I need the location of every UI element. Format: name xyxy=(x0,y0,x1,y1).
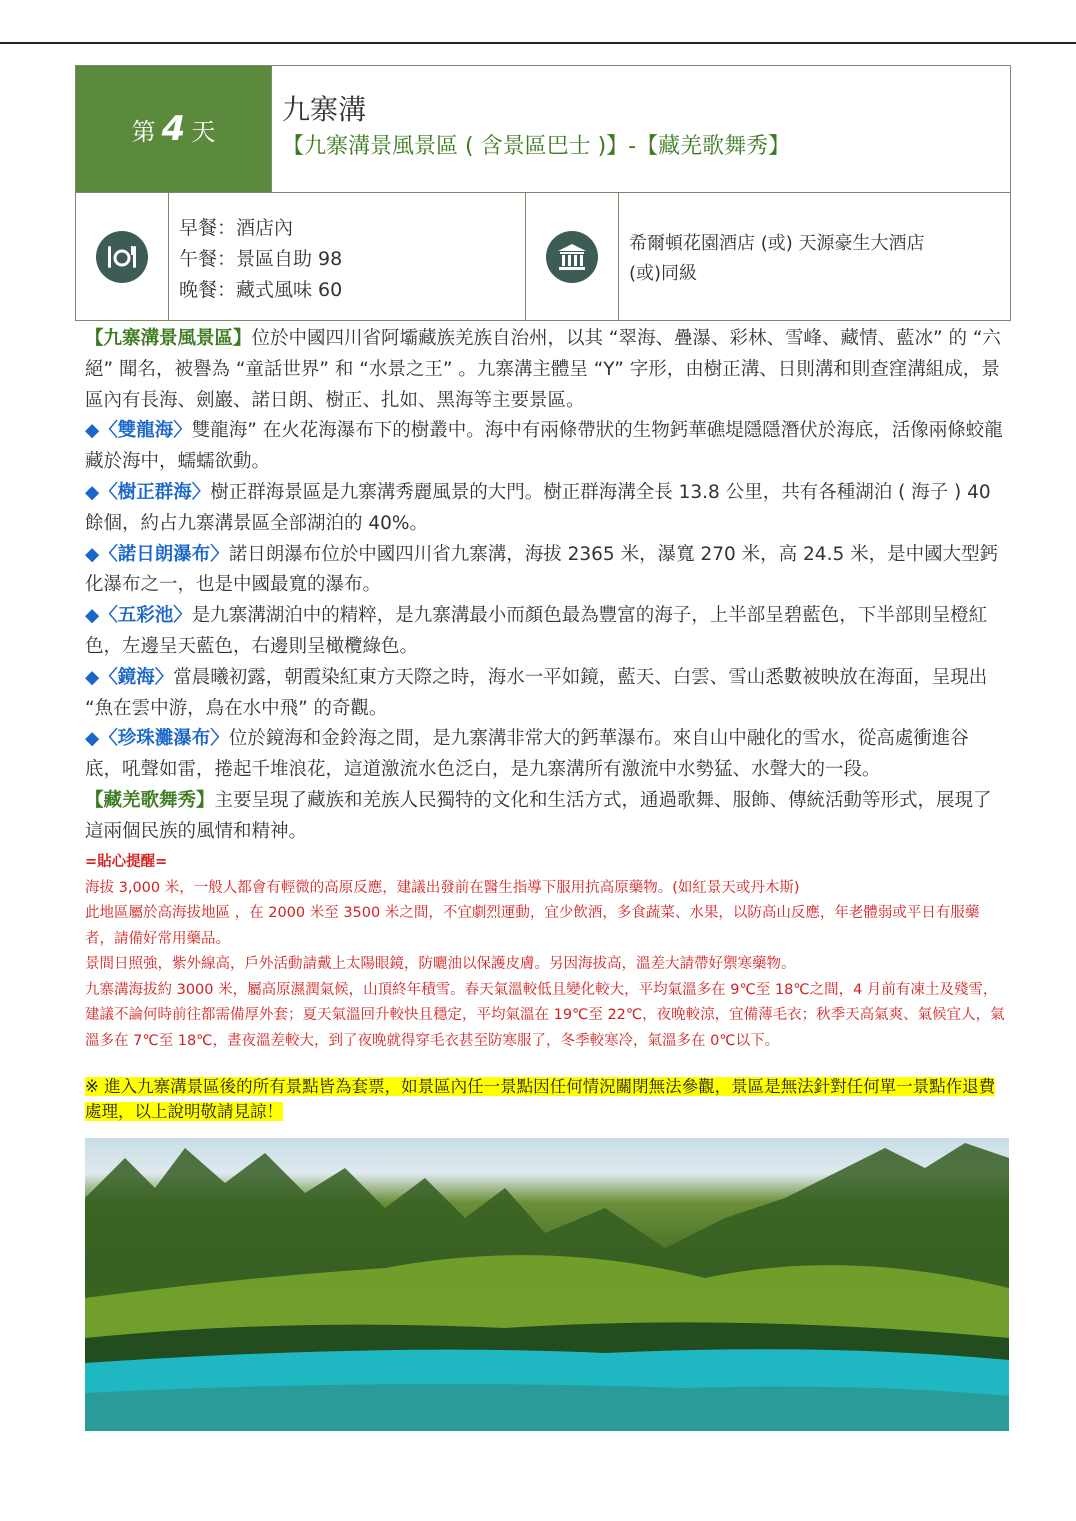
section-text: 位於中國四川省阿壩藏族羌族自治州，以其 “翠海、疊瀑、彩林、雪峰、藏情、藍冰” 的 “六絕” 聞名，被譽為 “童話世界” 和 “水景之王” 。九寨溝主體呈 “Y” 字形，由樹正溝、日則溝和則查窪溝組成，景區內有長海、劍巖、諾日朗、樹正、扎如、黑海等主要景區。 xyxy=(85,328,1001,411)
section-text: 位於鏡海和金鈴海之間，是九寨溝非常大的鈣華瀑布。來自山中融化的雪水，從高處衝進谷底，吼聲如雷，捲起千堆浪花，這道激流水色泛白，是九寨溝所有激流中水勢猛、水聲大的一段。 xyxy=(85,728,969,781)
section-head: ◆〈樹正群海〉 xyxy=(85,481,211,503)
section-text: 雙龍海” 在火花海瀑布下的樹叢中。海中有兩條帶狀的生物鈣華礁堤隱隱潛伏於海底，活像兩條蛟龍藏於海中，蠕蠕欲動。 xyxy=(85,420,1003,473)
day-prefix: 第 xyxy=(131,117,156,146)
page-title: 九寨溝 xyxy=(282,93,367,126)
day-header xyxy=(75,65,1011,193)
hotel-line-2: (或)同級 xyxy=(629,263,698,284)
page-subtitle: 【九寨溝景風景區 ( 含景區巴士 )】-【藏羌歌舞秀】 xyxy=(282,134,791,159)
info-row xyxy=(75,193,1011,321)
section-shuzheng xyxy=(85,478,1005,540)
tip-item: 景間日照強，紫外線高，戶外活動請戴上太陽眼鏡，防曬油以保護皮膚。另因海拔高，溫差大請帶好禦寒藥物。 xyxy=(85,956,796,972)
dining-icon xyxy=(96,231,148,283)
section-show xyxy=(85,786,1005,848)
tips-title: =貼心提醒= xyxy=(85,854,168,870)
section-head: ◆〈珍珠灘瀑布〉 xyxy=(85,728,229,750)
section-jiuzhaigou xyxy=(85,324,1005,416)
scenery-photo xyxy=(85,1138,1009,1431)
notice-text: ※ 進入九寨溝景區後的所有景點皆為套票，如景區內任一景點因任何情況關閉無法參觀，景區是無法針對任何單一景點作退費處理，以上說明敬請見諒！ xyxy=(85,1077,996,1121)
section-jinghai xyxy=(85,663,1005,725)
section-text: 當晨曦初露，朝霞染紅東方天際之時，海水一平如鏡，藍天、白雲、雪山悉數被映放在海面，呈現出 “魚在雲中游，鳥在水中飛” 的奇觀。 xyxy=(85,666,988,719)
notice xyxy=(85,1074,1005,1124)
section-text: 是九寨溝湖泊中的精粹，是九寨溝最小而顏色最為豐富的海子，上半部呈碧藍色，下半部則呈橙紅色，左邊呈天藍色，右邊則呈橄欖綠色。 xyxy=(85,605,988,657)
tip-item: 海拔 3,000 米，一般人都會有輕微的高原反應，建議出發前在醫生指導下服用抗高原藥物。(如紅景天或丹木斯) xyxy=(85,879,800,896)
meals-icon-cell xyxy=(76,193,169,320)
day-badge xyxy=(76,66,271,192)
hotel-icon xyxy=(546,231,598,283)
section-head: 【九寨溝景風景區】 xyxy=(85,328,252,349)
breakfast: 早餐：酒店內 xyxy=(179,217,294,239)
section-shuanglonghai xyxy=(85,416,1005,478)
tips xyxy=(85,850,1005,1054)
dinner: 晚餐：藏式風味 60 xyxy=(179,279,343,301)
hotel-icon-cell xyxy=(525,193,619,320)
section-head: ◆〈五彩池〉 xyxy=(85,605,192,627)
section-nuorilang xyxy=(85,540,1005,602)
section-zhenzhutan xyxy=(85,724,1005,786)
section-head: ◆〈鏡海〉 xyxy=(85,666,174,688)
title-box xyxy=(271,66,1010,192)
hotel-line-1: 希爾頓花園酒店 (或) 天源豪生大酒店 xyxy=(629,233,925,254)
section-text: 主要呈現了藏族和羌族人民獨特的文化和生活方式，通過歌舞、服飾、傳統活動等形式，展現了這兩個民族的風情和精神。 xyxy=(85,789,992,842)
tip-item: 此地區屬於高海拔地區 ，在 2000 米至 3500 米之間，不宜劇烈運動，宜少飲酒，多食蔬菜、水果，以防高山反應，年老體弱或平日有服藥者，請備好常用藥品。 xyxy=(85,905,980,947)
day-number: 4 xyxy=(161,109,186,149)
day-suffix: 天 xyxy=(191,117,216,146)
section-head: ◆〈雙龍海〉 xyxy=(85,420,192,442)
tip-item: 九寨溝海拔約 3000 米，屬高原濕潤氣候，山頂終年積雪。春天氣溫較低且變化較大，平均氣溫多在 9℃至 18℃之間，4 月前有凍土及殘雪，建議不論何時前往都需備厚外套；夏天氣溫回升較快且穩定，平均氣溫在 19℃至 22℃，夜晚較涼，宜備薄毛衣；秋季天高氣爽、氣候宜人，氣溫多在 7℃至 18℃，晝夜溫差較大，到了夜晚就得穿毛衣甚至防寒服了，冬季較寒冷，氣溫多在 0℃以下。 xyxy=(85,981,1005,1049)
top-rule xyxy=(0,42,1076,44)
hotel-info xyxy=(619,193,1010,320)
section-text: 諾日朗瀑布位於中國四川省九寨溝，海拔 2365 米，瀑寬 270 米，高 24.5 米，是中國大型鈣化瀑布之一，也是中國最寬的瀑布。 xyxy=(85,543,999,596)
lunch: 午餐：景區自助 98 xyxy=(179,248,343,270)
meals-list xyxy=(169,193,525,320)
section-text: 樹正群海景區是九寨溝秀麗風景的大門。樹正群海溝全長 13.8 公里，共有各種湖泊 ( 海子 ) 40 餘個，約占九寨溝景區全部湖泊的 40%。 xyxy=(85,481,991,534)
section-head: 【藏羌歌舞秀】 xyxy=(85,789,215,811)
section-wucaichi xyxy=(85,601,1005,663)
description xyxy=(85,324,1005,848)
section-head: ◆〈諾日朗瀑布〉 xyxy=(85,543,229,565)
